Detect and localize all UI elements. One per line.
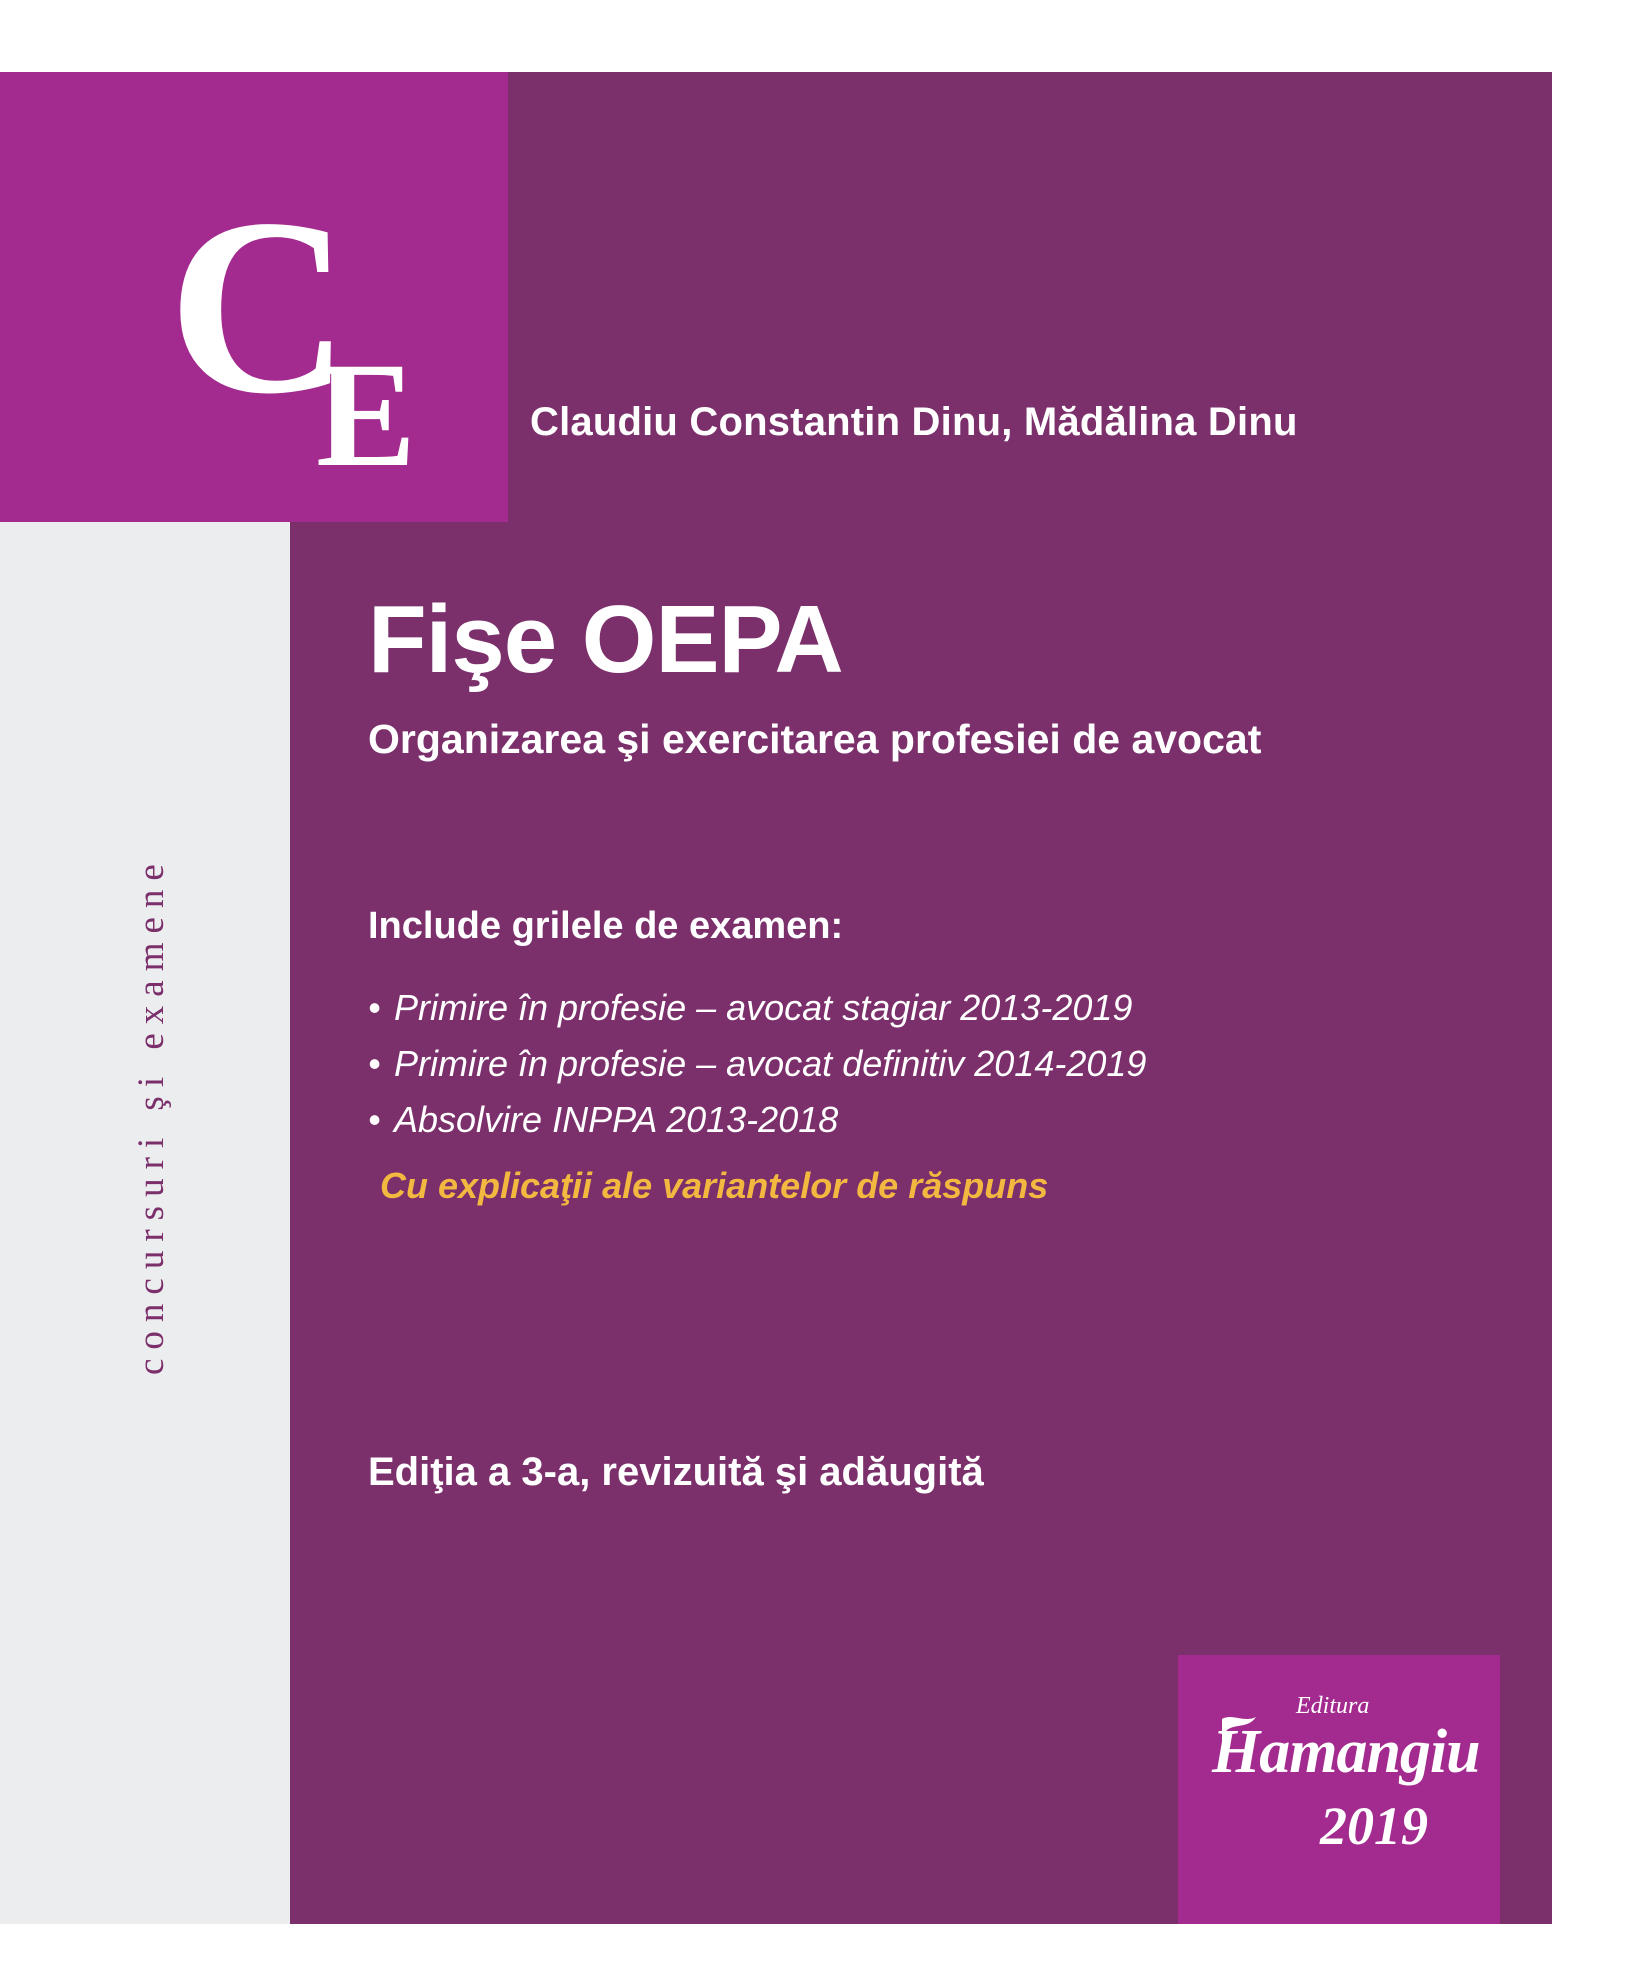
authors-line: Claudiu Constantin Dinu, Mădălina Dinu [530,400,1298,444]
book-subtitle: Organizarea şi exercitarea profesiei de avocat [368,715,1262,762]
bullet-glyph: • [368,1042,381,1084]
publisher-logo [1178,1655,1500,1924]
series-label: concursuri şi examene [131,855,172,1375]
list-item-label: Primire în profesie – avocat stagiar 2013-2019 [394,987,1133,1028]
title-block [368,586,1488,764]
publisher-name: Hamangiu [1212,1718,1480,1786]
list-item-label: Absolvire INPPA 2013-2018 [394,1098,839,1140]
bullet-glyph: • [368,1098,381,1140]
book-title: Fişe OEPA [368,586,843,693]
publisher-prefix: Editura [1296,1693,1370,1719]
list-item [368,980,1508,1036]
includes-block [368,905,1508,1207]
series-mark-letter-c: C [168,166,344,446]
edition-line: Ediţia a 3-a, revizuită şi adăugită [368,1450,984,1494]
series-mark-letter-e: E [316,332,417,498]
list-item [368,1092,1508,1148]
series-mark-letters [0,72,508,522]
includes-list [368,980,1508,1147]
publisher-year: 2019 [1320,1796,1428,1856]
bullet-glyph: • [368,987,381,1028]
list-item [368,1036,1508,1092]
highlight-note: Cu explicaţii ale variantelor de răspuns [380,1165,1049,1207]
list-item-label: Primire în profesie – avocat definitiv 2014-2019 [394,1042,1147,1084]
includes-heading: Include grilele de examen: [368,905,844,947]
series-mark-block [0,72,508,522]
